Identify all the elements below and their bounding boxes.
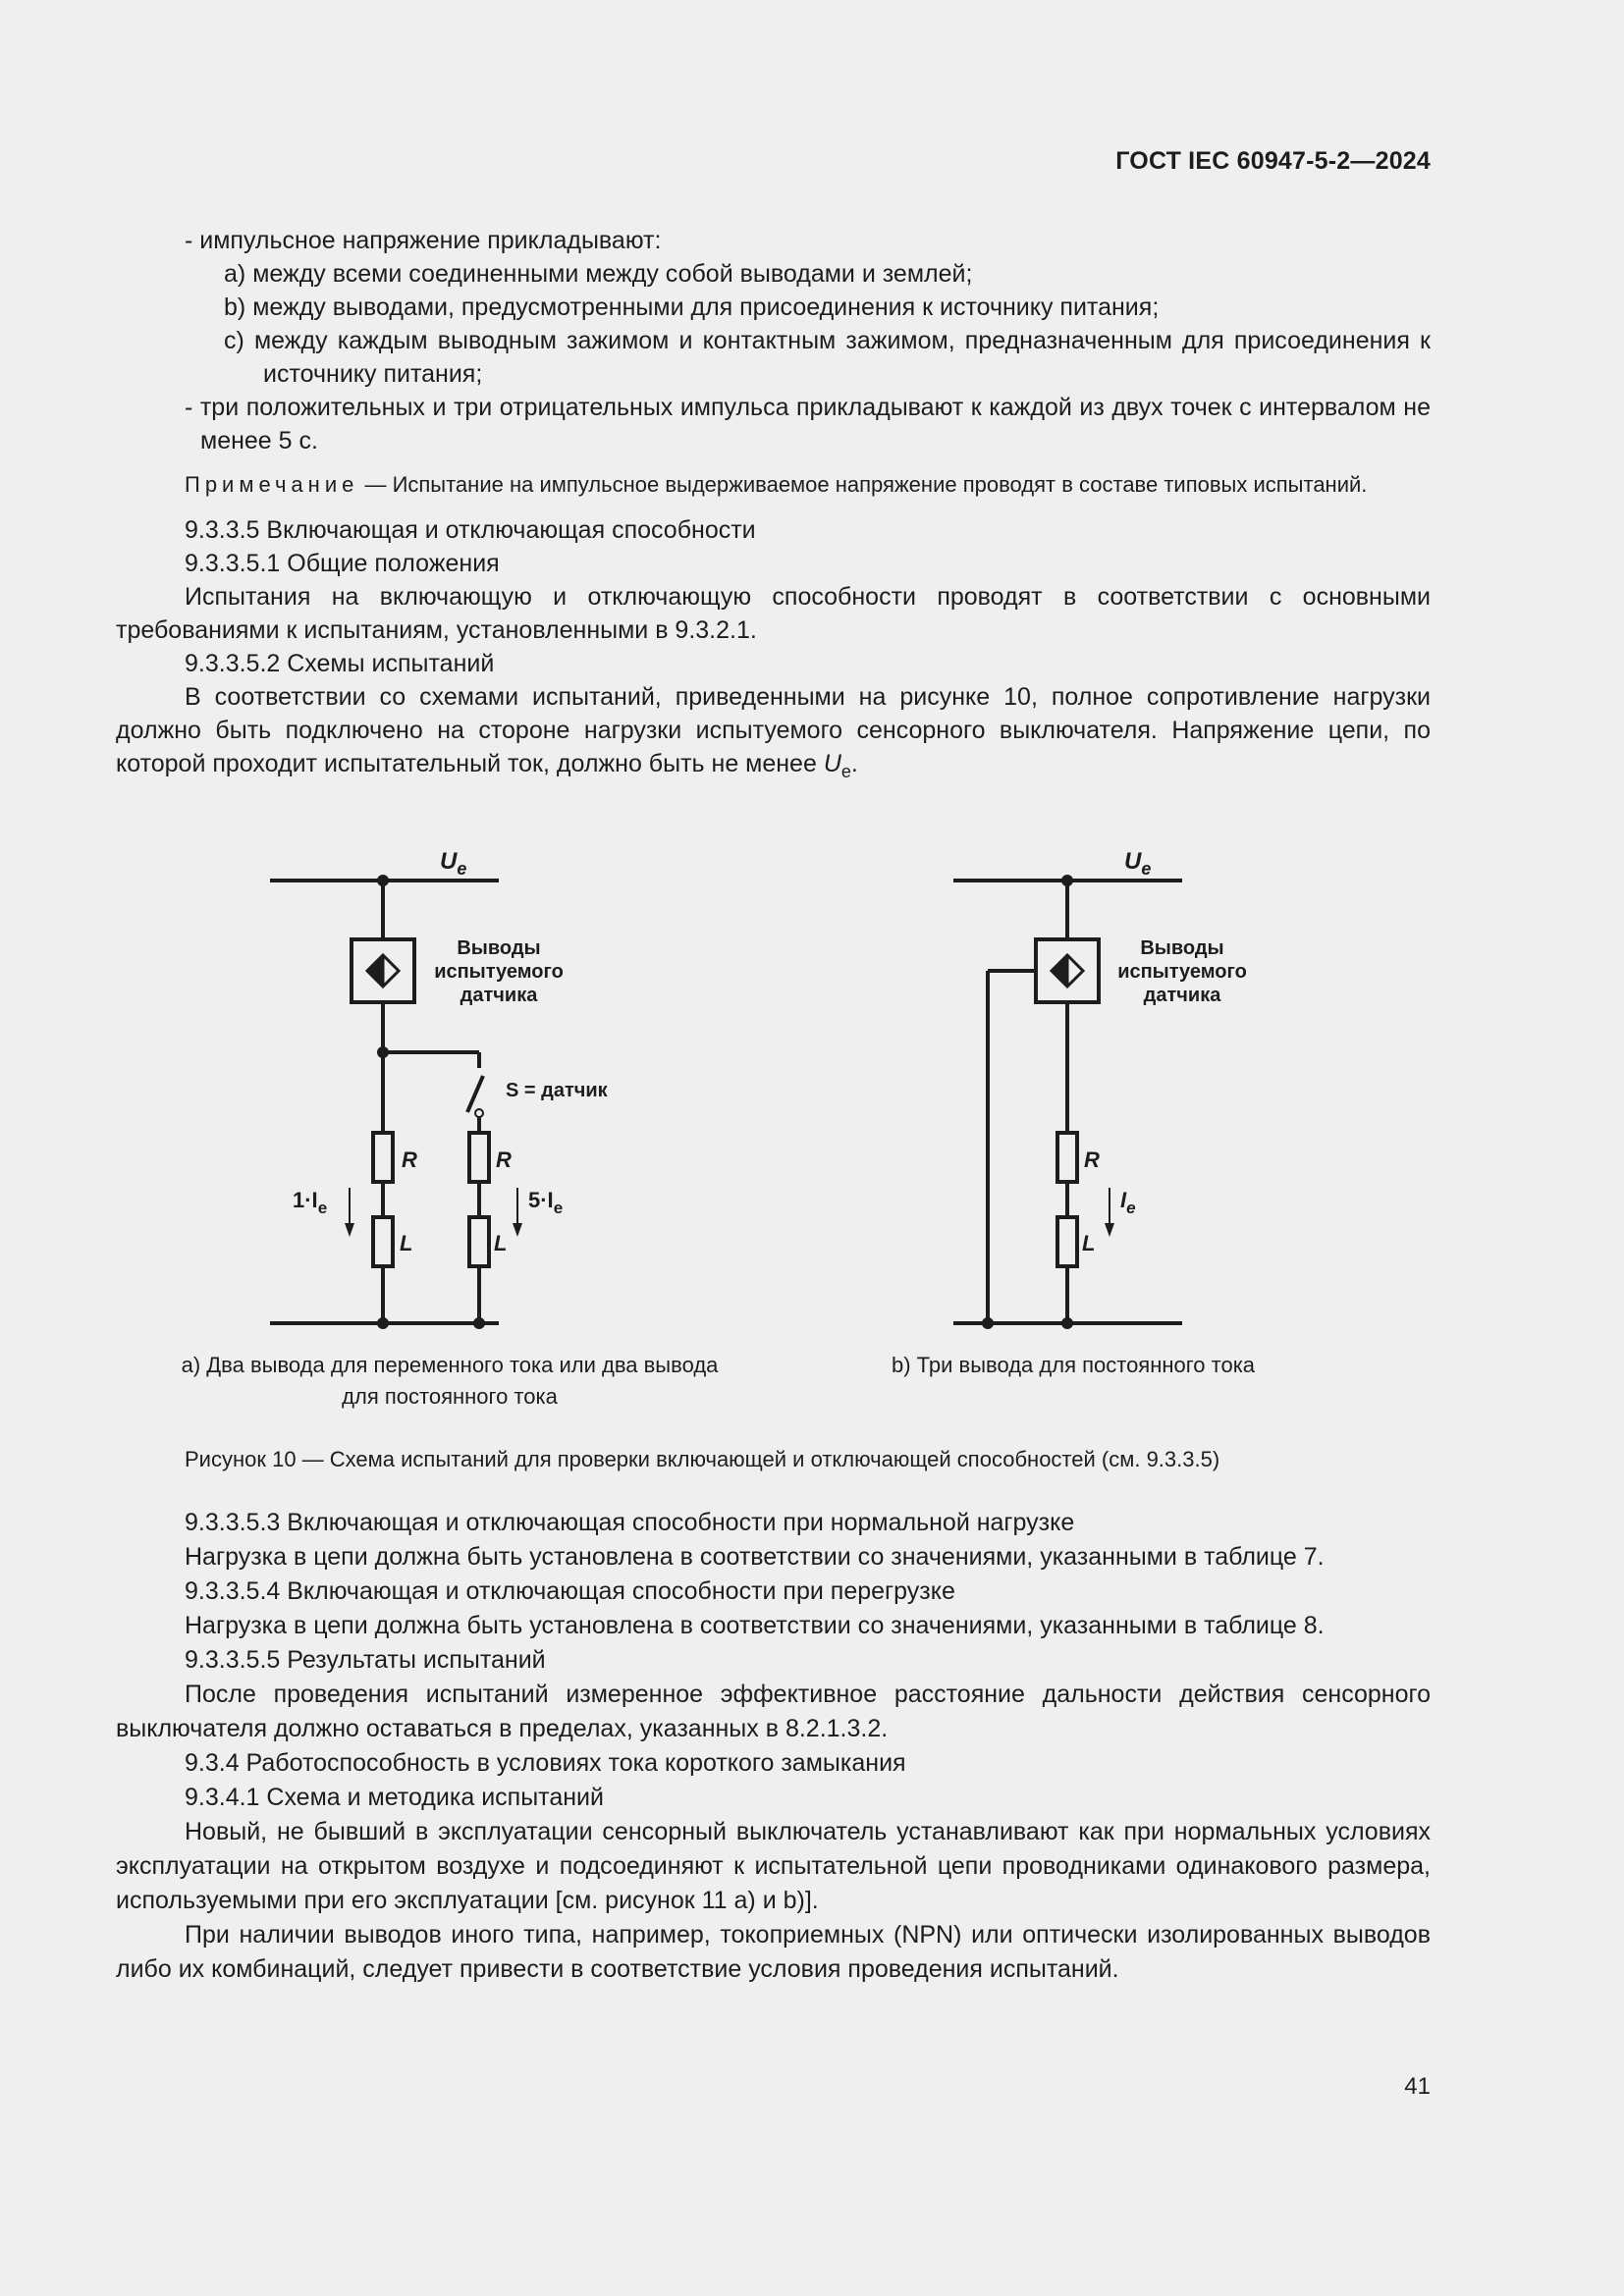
paragraph: При наличии выводов иного типа, например, токоприемных (NPN) или оптически изолированных выводов либо их комбинаций, следует привести в соответствие условия проведения испытаний.	[116, 1921, 1431, 1983]
inductor-label: L	[494, 1231, 508, 1255]
page-number: 41	[1404, 2073, 1431, 2100]
figure-title: Рисунок 10 — Схема испытаний для проверки включающей и отключающей способностей (см. 9.3.3.5)	[185, 1447, 1220, 1471]
note-label: Примечание	[185, 472, 359, 497]
paragraph: После проведения испытаний измеренное эффективное расстояние дальности действия сенсорного выключателя должно оставаться в пределах, указанных в 8.2.1.3.2.	[116, 1681, 1431, 1742]
document-header: ГОСТ IEC 60947-5-2—2024	[1115, 147, 1431, 175]
sensor-label-line3: датчика	[460, 985, 538, 1006]
section-heading: 9.3.4.1 Схема и методика испытаний	[185, 1784, 604, 1811]
supply-sub: e	[457, 859, 467, 879]
section-heading: 9.3.3.5.5 Результаты испытаний	[185, 1646, 546, 1674]
caption-a	[116, 1350, 784, 1413]
list-item	[224, 324, 1431, 391]
caption-a-line2: для постоянного тока	[342, 1384, 558, 1409]
sensor-label-line2: испытуемого	[434, 961, 564, 983]
text-block-bottom	[116, 1506, 1431, 1987]
list-marker: a)	[224, 260, 246, 288]
section-heading: 9.3.3.5.1 Общие положения	[185, 550, 500, 577]
text-block-top	[116, 224, 1431, 788]
section-heading: 9.3.3.5.3 Включающая и отключающая способности при нормальной нагрузке	[185, 1509, 1075, 1536]
resistor-label: R	[496, 1148, 512, 1172]
section-heading: 9.3.3.5.2 Схемы испытаний	[185, 650, 495, 677]
list-text: между каждым выводным зажимом и контактным зажимом, предназначенным для присоединения к источнику питания;	[253, 327, 1431, 388]
supply-sub: e	[1141, 859, 1152, 879]
svg-text:Ue	[440, 848, 466, 879]
diagram-b-fill	[982, 875, 1073, 1329]
current-sub: e	[317, 1199, 328, 1217]
current-label-5: 5·I	[528, 1188, 554, 1212]
paragraph: Испытания на включающую и отключающую способности проводят в соответствии с основными требованиями к испытаниям, установленными в 9.3.2.1.	[116, 583, 1431, 644]
symbol-u: U	[823, 750, 841, 777]
inductor-label: L	[1082, 1231, 1096, 1255]
list-dash-item: - импульсное напряжение прикладывают:	[185, 227, 662, 254]
svg-text:Ue	[1124, 848, 1151, 879]
sensor-label-line1: Выводы	[457, 937, 541, 959]
caption-b: b) Три вывода для постоянного тока	[892, 1353, 1256, 1377]
section-heading: 9.3.3.5.4 Включающая и отключающая способности при перегрузке	[185, 1577, 955, 1605]
switch-label: S = датчик	[506, 1080, 608, 1101]
paragraph-text: В соответствии со схемами испытаний, приведенными на рисунке 10, полное сопротивление нагрузки должно быть подключено на стороне нагрузки испытуемого сенсорного выключателя. Напряжение цепи, по которой проходит испытательный ток, должно быть не менее	[116, 683, 1431, 777]
sensor-symbol-fill	[367, 955, 383, 987]
resistor-label: R	[1084, 1148, 1100, 1172]
svg-text:5·Ie	[528, 1188, 563, 1217]
list-dash-item: - три положительных и три отрицательных импульса прикладывают к каждой из двух точек с интервалом не менее 5 с.	[185, 394, 1431, 454]
supply-label: U	[1124, 848, 1142, 875]
figure-10	[116, 834, 1431, 1472]
paragraph: Нагрузка в цепи должна быть установлена в соответствии со значениями, указанными в таблице 7.	[185, 1543, 1325, 1571]
current-label-b: I	[1120, 1188, 1127, 1212]
circuit-diagrams	[116, 834, 1431, 1345]
paragraph	[116, 680, 1431, 788]
list-text: между выводами, предусмотренными для присоединения к источнику питания;	[252, 294, 1160, 321]
current-sub: e	[553, 1199, 564, 1217]
supply-label: U	[440, 848, 458, 875]
note	[116, 469, 1431, 500]
paragraph-end: .	[850, 750, 858, 777]
caption-a-line1: a) Два вывода для переменного тока или два вывода	[181, 1353, 719, 1377]
inductor-label: L	[400, 1231, 413, 1255]
svg-text:Ie	[1120, 1188, 1136, 1217]
list-marker: b)	[224, 294, 246, 321]
current-label-1: 1·I	[293, 1188, 318, 1212]
note-text: — Испытание на импульсное выдерживаемое напряжение проводят в составе типовых испытаний.	[358, 472, 1368, 497]
sensor-label-line1: Выводы	[1140, 937, 1224, 959]
svg-text:1·Ie	[293, 1188, 327, 1217]
sensor-label-line2: испытуемого	[1117, 961, 1247, 983]
current-sub: e	[1126, 1199, 1136, 1217]
paragraph: Нагрузка в цепи должна быть установлена в соответствии со значениями, указанными в таблице 8.	[185, 1612, 1325, 1639]
list-marker: c)	[224, 327, 244, 354]
list-item	[224, 257, 1431, 291]
section-heading: 9.3.3.5 Включающая и отключающая способности	[185, 516, 756, 544]
list-text: между всеми соединенными между собой выводами и землей;	[252, 260, 973, 288]
switch-contact	[475, 1109, 483, 1117]
symbol-sub: e	[840, 762, 851, 781]
paragraph: Новый, не бывший в эксплуатации сенсорный выключатель устанавливают как при нормальных условиях эксплуатации на открытом воздухе и подсоединяют к испытательной цепи проводниками одинакового размера, используемыми при его эксплуатации [см. рисунок 11 а) и b)].	[116, 1818, 1431, 1914]
resistor-label: R	[402, 1148, 417, 1172]
section-heading: 9.3.4 Работоспособность в условиях тока короткого замыкания	[185, 1749, 906, 1777]
list-item	[224, 291, 1431, 324]
sensor-label-line3: датчика	[1143, 985, 1221, 1006]
